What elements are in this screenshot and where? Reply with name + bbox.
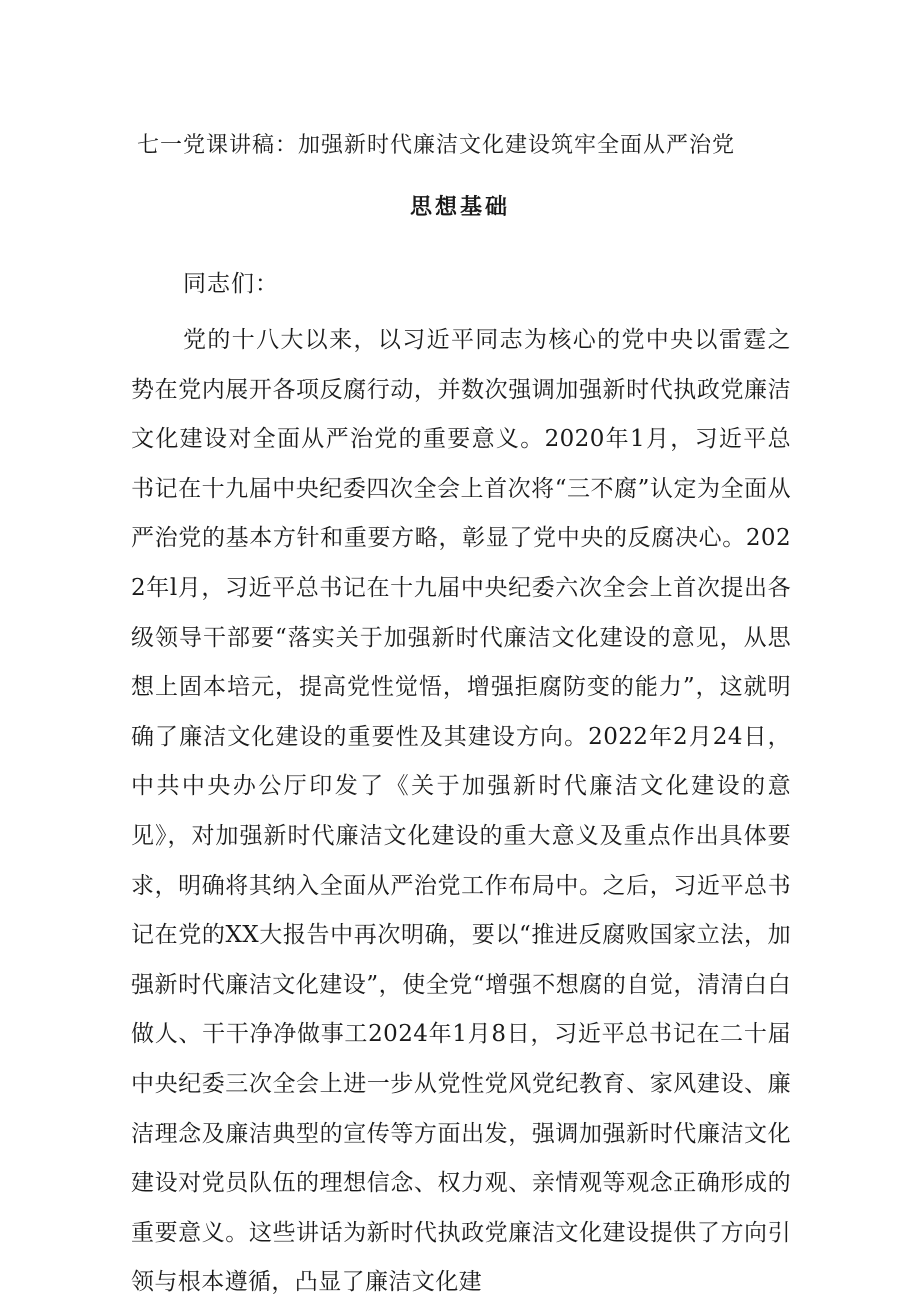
greeting: 同志们：: [183, 271, 279, 297]
body-paragraph: 党的十八大以来，以习近平同志为核心的党中央以雷霆之势在党内展开各项反腐行动，并数次强调加强新时代执政党廉洁文化建设对全面从严治党的重要意义。2020年1月，习近平总书记在十九届中央纪委四次全会上首次将“三不腐”认定为全面从严治党的基本方针和重要方略，彰显了党中央的反腐决心。2022年l月，习近平总书记在十九届中央纪委六次全会上首次提出各级领导干部要“落实关于加强新时代廉洁文化建设的意见，从思想上固本培元，提高党性觉悟，增强拒腐防变的能力”，这就明确了廉洁文化建设的重要性及其建设方向。2022年2月24日，中共中央办公厅印发了《关于加强新时代廉洁文化建设的意见》，对加强新时代廉洁文化建设的重大意义及重点作出具体要求，明确将其纳入全面从严治党工作布局中。之后，习近平总书记在党的XX大报告中再次明确，要以“推进反腐败国家立法，加强新时代廉洁文化建设”，使全党“增强不想腐的自觉，清清白白做人、干干净净做事工2024年1月8日，习近平总书记在二十届中央纪委三次全会上进一步从党性党风党纪教育、家风建设、廉洁理念及廉洁典型的宣传等方面出发，强调加强新时代廉洁文化建设对党员队伍的理想信念、权力观、亲情观等观念正确形成的重要意义。这些讲话为新时代执政党廉洁文化建设提供了方向引领与根本遵循，凸显了廉洁文化建: [131, 327, 791, 1296]
document-title-continued: 思想基础: [409, 195, 510, 220]
document-body: [131, 258, 791, 1308]
document-title: 七一党课讲稿：加强新时代廉洁文化建设筑牢全面从严治党: [137, 133, 736, 158]
